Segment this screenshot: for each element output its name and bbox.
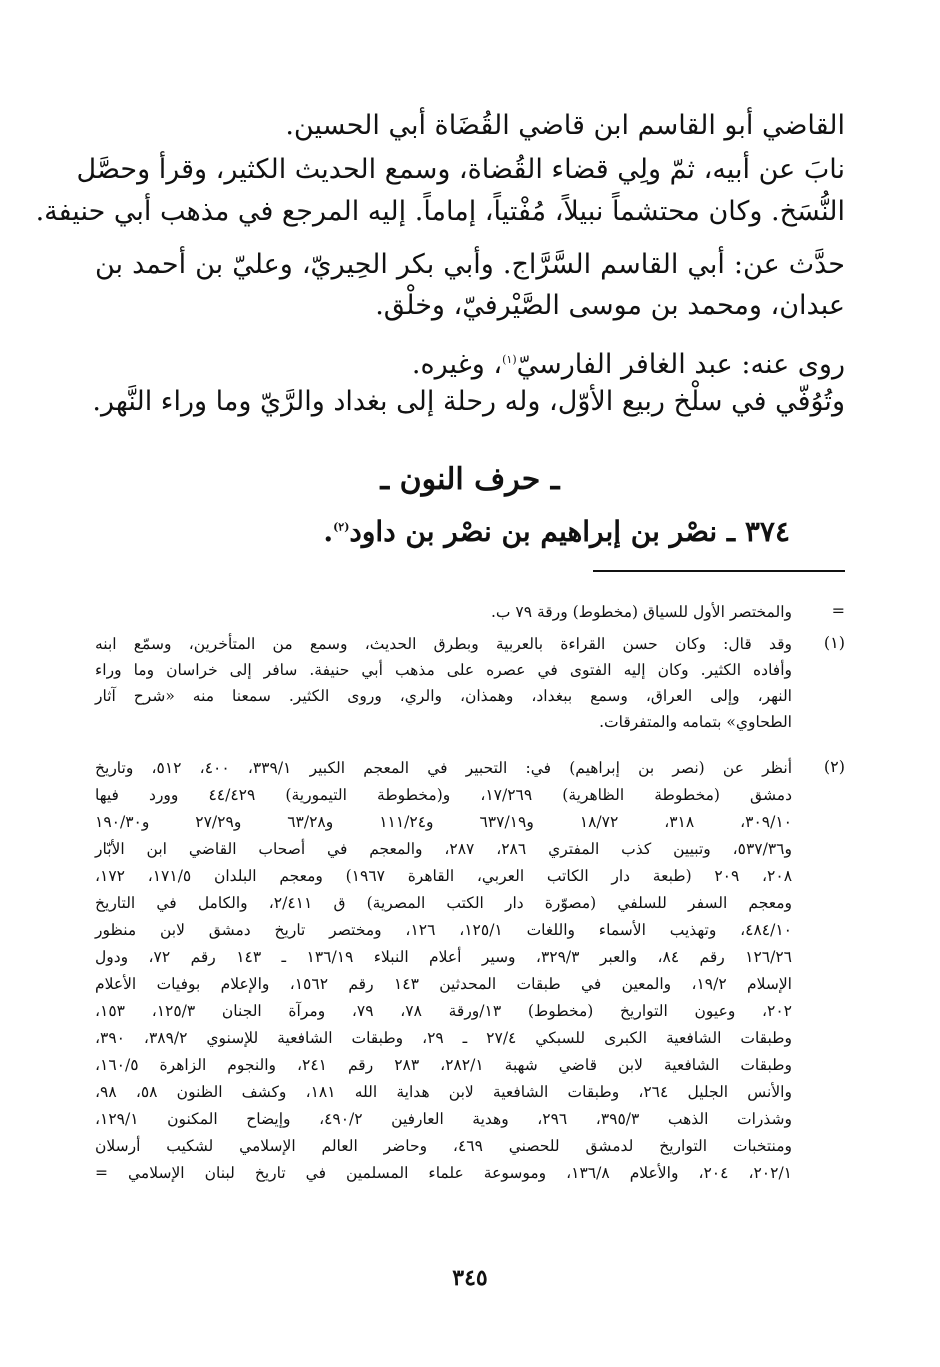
main-text-line: عبدان، ومحمد بن موسى الصَّيْرفيّ، وخلْق. [375,290,845,321]
footnote-line: ومنتخبات التواريخ لدمشق للحصني ٤٦٩، وحاضر العالم الإسلامي لشكيب أرسلان [95,1137,793,1155]
entry-title-text: ٣٧٤ ـ نصْر بن إبراهيم بن نصْر بن داود [349,515,790,548]
entry-title [323,515,790,548]
main-text-line: النُّسَخ. وكان محتشماً نبيلاً، مُفْتياً، إماماً. إليه المرجع في مذهب أبي حنيفة. [35,196,845,227]
footnote-line: والأنس الجليل ٢٦٤، وطبقات الشافعية لابن هداية الله ١٨١، وكشف الظنون ٥٨، ٩٨، [95,1083,792,1101]
footnote-number: (١) [823,633,845,652]
footnote-line: و٥٣٧/٣٦، وتبيين كذب المفتري ٢٨٦، ٢٨٧، والمعجم في أصحاب القاضي ابن الأبّار [95,840,792,858]
main-text-line: القاضي أبو القاسم ابن قاضي القُضَاة أبي الحسين. [285,110,845,141]
footnote-line: أنظر عن (نصر بن إبراهيم) في: التحبير في المعجم الكبير ٣٣٩/١، ٤٠٠، ٥١٢، وتاريخ [95,759,793,777]
main-text-line: وتُوُفّي في سلْخ ربيع الأوّل، وله رحلة إلى بغداد والرَّيّ وما وراء النَّهر. [92,386,845,417]
section-heading: ـ حرف النون ـ [380,462,560,497]
footnote-line: ٢٠٨، ٢٠٩ (طبعة دار الكاتب العربي، القاهرة ١٩٦٧) ومعجم البلدان ١٧١/٥، ١٧٢، [95,867,793,885]
footnote-separator [593,570,845,572]
footnote-line: وطبقات الشافعية لابن قاضي شهبة ٢٨٢/١، ٢٨٣ رقم ٢٤١، والنجوم الزاهرة ١٦٠/٥، [95,1056,792,1074]
footnote-line: ومعجم السفر للسلفي (مصوّرة دار الكتب المصرية) ق ٢/٤١١، والكامل في التاريخ [95,894,792,912]
continuation-mark: = [831,601,845,620]
narrator-text: روى عنه: عبد الغافر الفارسيّ [516,349,845,380]
footnote-line: الإسلام ١٩/٢، والمعين في طبقات المحدثين ١٤٣ رقم ١٥٦٢، والإعلام بوفيات الأعلام [95,975,792,993]
footnote-line: الطحاوي» بتمامه والمتفرقات. [599,713,792,731]
footnote-line: دمشق (مخطوطة الظاهرية) ١٧/٢٦٩، و(مخطوطة التيمورية) ٤٤/٤٢٩ وورد فيها [95,786,792,804]
footnote-ref: (١) [502,353,517,366]
main-text-line [95,340,845,385]
footnote-line: ٤٨٤/١٠، وتهذيب الأسماء واللغات ١٢٥/١، ١٢٦، ومختصر تاريخ دمشق لابن منظور [95,921,792,939]
footnote-number: (٢) [823,757,845,776]
footnote-line: وقد قال: وكان حسن القراءة بالعربية وبطرق الحديث، وسمع من المتأخرين، وسمّع ابنه [95,635,792,653]
footnote-line: ٢٠٢/١، ٢٠٤، والأعلام ١٣٦/٨، وموسوعة علماء المسلمين في تاريخ لبنان الإسلامي = [95,1164,792,1182]
main-text-line: حدَّث عن: أبي القاسم السَّرَّاج. وأبي بكر الحِيريّ، وعليّ بن أحمد بن [95,249,845,280]
footnote-line: وأفاده الكثير. وكان إليه الفتوى في عصره على مذهب أبي حنيفة. سافر إلى خراسان وما وراء [95,661,792,679]
footnote-ref: (٢) [333,520,350,534]
footnote-line: ١٢٦/٢٦ رقم ٨٤، والعبر ٣٢٩/٣، وسير أعلام النبلاء ١٣٦/١٩ ـ ١٤٣ رقم ٧٢، ودول [95,948,793,966]
footnote-line: والمختصر الأول للسياق (مخطوط) ورقة ٧٩ ب. [490,603,792,621]
entry-title-end: . [323,515,334,548]
main-text-line: نابَ عن أبيه، ثمّ ولِي قضاء القُضاة، وسمع الحديث الكثير، وقرأ وحصَّل [76,154,845,185]
footnote-line: ٣٠٩/١٠، ٣١٨، ١٨/٧٢ و٦٣٧/١٩ و١١١/٢٤ و٦٣/٢٨ و٢٧/٢٩ و١٩٠/٣٠ [95,813,792,831]
footnote-line: النهر، وإلى العراق، وسمع ببغداد، وهمذان، والري، وروى الكثير. سمعنا منه «شرح آثار [95,687,792,705]
footnote-line: ٢٠٢، وعيون التواريخ (مخطوط) ١٣/ورقة ٧٨، ٧٩، ومرآة الجنان ١٢٥/٣، ١٥٣، [95,1002,793,1020]
narrator-text-end: ، وغيره. [411,349,503,380]
footnote-line: وشذرات الذهب ٣٩٥/٣، ٢٩٦، وهدية العارفين ٤٩٠/٢، وإيضاح المكنون ١٢٩/١، [95,1110,792,1128]
footnote-line: وطبقات الشافعية الكبرى للسبكي ٢٧/٤ ـ ٢٩، وطبقات الشافعية للإسنوي ٣٨٩/٢، ٣٩٠، [95,1029,793,1047]
page-number: ٣٤٥ [452,1265,488,1291]
